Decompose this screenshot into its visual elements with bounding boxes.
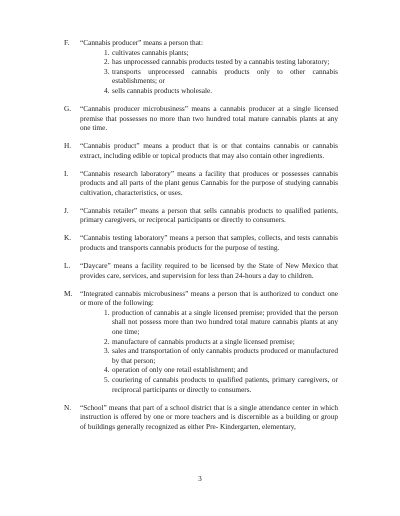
sublist-item-number: 1. [104, 307, 110, 317]
definition-body [80, 289, 338, 395]
definition-letter: K. [64, 233, 72, 243]
definition-body [80, 233, 338, 252]
definition-body [80, 104, 338, 133]
definition-body [80, 169, 338, 198]
definition-l [64, 261, 338, 280]
definition-text: “Cannabis testing laboratory” means a person that samples, collects, and tests cannabis products and transports cannabis products for the purpose of testing. [80, 233, 338, 253]
sublist-item-number: 2. [104, 336, 110, 346]
sublist-item-text: transports unprocessed cannabis products only to other cannabis establishments; or [112, 66, 338, 86]
definition-text: “Cannabis producer” means a person that: [80, 38, 203, 47]
sublist-item-number: 3. [104, 66, 110, 76]
sublist-item [104, 308, 338, 337]
definition-sublist [80, 308, 338, 394]
definition-text: “Cannabis producer microbusiness” means a cannabis producer at a single licensed premise that possesses no more than two hundred total mature cannabis plants at any one time. [80, 103, 338, 133]
sublist-item [104, 375, 338, 394]
sublist-item [104, 337, 338, 347]
sublist-item [104, 67, 338, 86]
sublist-item-text: sells cannabis products wholesale. [112, 85, 213, 95]
definition-text: “Cannabis retailer” means a person that sells cannabis products to qualified patients, primary caregivers, or reciprocal participants or directly to consumers. [80, 205, 338, 225]
definition-letter: H. [64, 141, 72, 151]
sublist-item-number: 1. [104, 47, 110, 57]
definition-text: “Cannabis research laboratory” means a facility that produces or possesses cannabis products and all parts of the plant genus Cannabis for the purpose of studying cannabis cultivation, characteristics, or uses. [80, 168, 338, 197]
definition-letter: I. [64, 168, 69, 178]
sublist-item-number: 4. [104, 365, 110, 375]
definition-letter: N. [64, 402, 72, 412]
definition-letter: J. [64, 205, 69, 215]
definition-g [64, 104, 338, 133]
sublist-item-number: 2. [104, 57, 110, 67]
definition-i [64, 169, 338, 198]
definition-f [64, 38, 338, 96]
sublist-item [104, 346, 338, 365]
definition-body [80, 141, 338, 160]
definition-sublist [80, 48, 338, 96]
sublist-item-number: 3. [104, 346, 110, 356]
definition-body [80, 38, 338, 96]
definition-text: “Daycare” means a facility required to be licensed by the State of New Mexico that provides care, services, and supervision for less than 24-hours a day to children. [80, 261, 338, 280]
sublist-item-text: has unprocessed cannabis products tested by a cannabis testing laboratory; [112, 57, 330, 67]
sublist-item-number: 4. [104, 85, 110, 95]
sublist-item-text: couriering of cannabis products to qualified patients, primary caregivers, or reciprocal participants or directly to consumers. [112, 374, 338, 394]
definition-h [64, 141, 338, 160]
page-number: 3 [198, 474, 202, 483]
definition-body [80, 261, 338, 280]
definition-n [64, 403, 338, 432]
sublist-item [104, 48, 338, 58]
definition-text: “School” means that part of a school district that is a single attendance center in which instruction is offered by one or more teachers and is discernible as a building or group of buildings generally recognized as either Pre- Kindergarten, elementary, [80, 402, 338, 431]
definition-body [80, 403, 338, 432]
definition-text: “Integrated cannabis microbusiness” means a person that is authorized to conduct one or more of the following: [80, 288, 338, 308]
definition-letter: M. [64, 288, 73, 298]
sublist-item [104, 86, 338, 96]
sublist-item-text: cultivates cannabis plants; [112, 47, 189, 57]
definition-j [64, 206, 338, 225]
definition-m [64, 289, 338, 395]
sublist-item-text: production of cannabis at a single licensed premise; provided that the person shall not possess more than two hundred total mature cannabis plants at any one time; [112, 307, 338, 336]
definitions-list [0, 38, 400, 431]
sublist-item [104, 57, 338, 67]
sublist-item-text: sales and transportation of only cannabis products produced or manufactured by that person; [112, 346, 338, 365]
sublist-item-text: operation of only one retail establishment; and [112, 365, 248, 375]
definition-k [64, 233, 338, 252]
sublist-item-text: manufacture of cannabis products at a single licensed premise; [112, 336, 295, 346]
definition-letter: F. [64, 38, 70, 47]
sublist-item [104, 365, 338, 375]
definition-letter: L. [64, 261, 71, 271]
definition-body [80, 206, 338, 225]
sublist-item-number: 5. [104, 374, 110, 384]
definition-text: “Cannabis product” means a product that is or that contains cannabis or cannabis extract, including edible or topical products that may also contain other ingredients. [80, 141, 338, 160]
definition-letter: G. [64, 103, 72, 113]
